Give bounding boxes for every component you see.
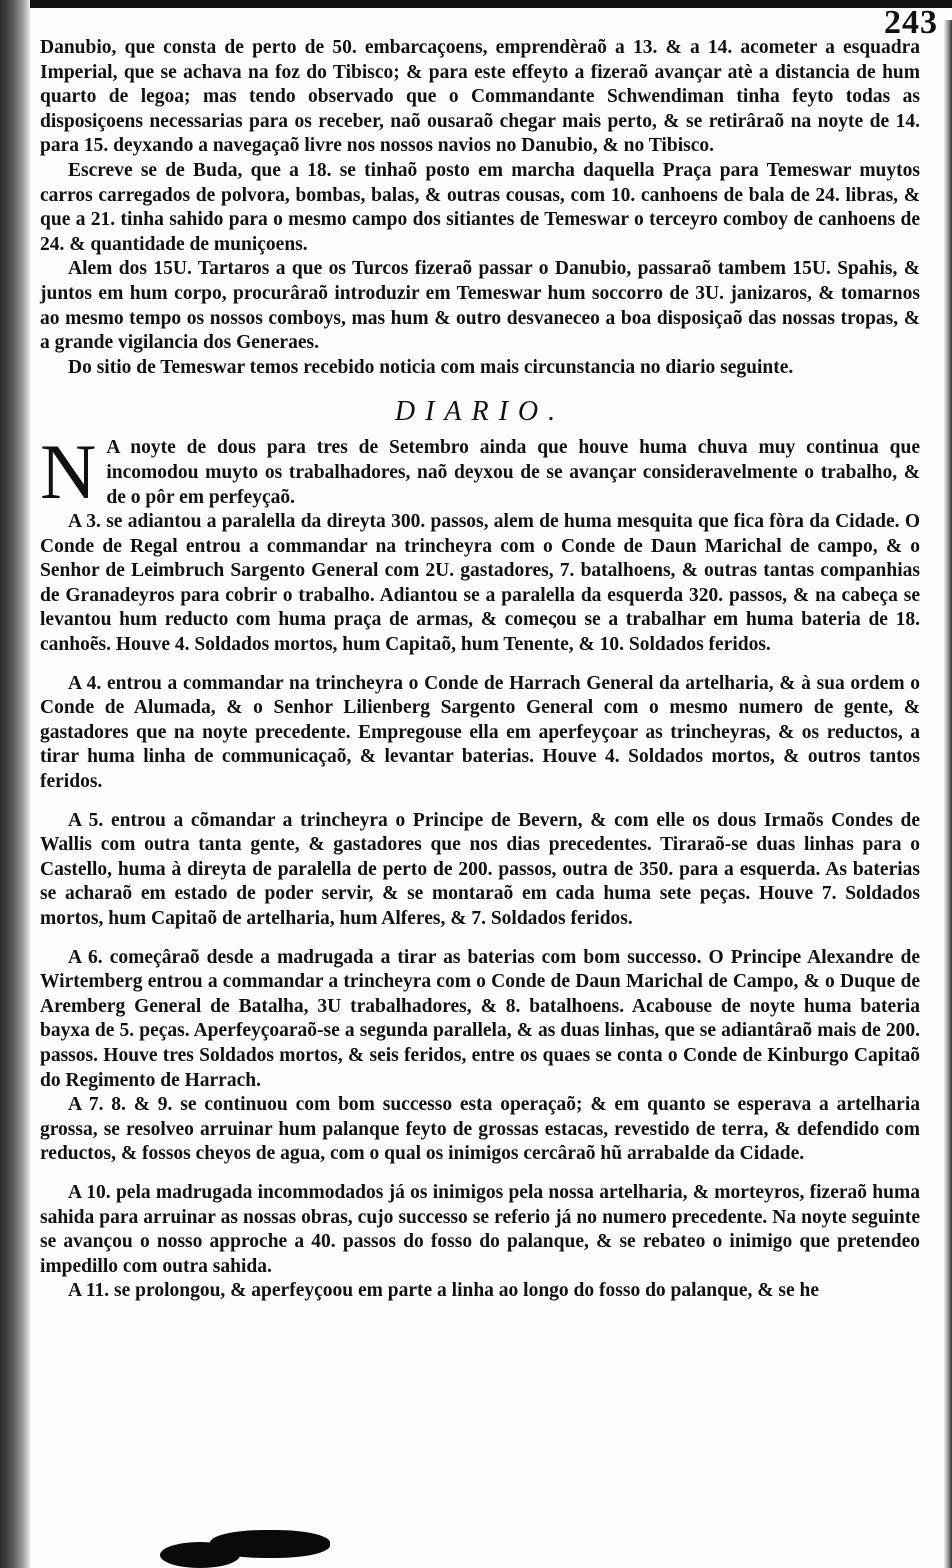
paragraph-day-11: A 11. se prolongou, & aperfeyçoou em parte a linha ao longo do fosso do palanque, & se he (68, 1280, 819, 1302)
paragraph-day-7-9: A 7. 8. & 9. se continuou com bom successo esta operaçaõ; & em quanto se esperava a artelharia grossa, se resolveo arruinar hum palanque feyto de grossas estacas, revestido de terra, & defendido com reductos, & fossos cheyos de agua, com o qual os inimigos cercâraõ hũ arrabalde da Cidade. (40, 1094, 920, 1165)
paragraph-diario-intro (40, 428, 920, 516)
paragraph-day-10: A 10. pela madrugada incommodados já os inimigos pela nossa artelharia, & morteyros, fizeraõ huma sahida para arruinar as nossas obras, cujo successo se referio já no numero precedente. Na noyte seguinte se avançou o nosso approche a 40. passos do fosso do palanque, & se rebateo o inimigo que pretendeo impedillo com outra sahida. (40, 1181, 920, 1277)
paragraph-day-6: A 6. começâraõ desde a madrugada a tirar as baterias com bom successo. O Principe Alexandre de Wirtemberg entrou a commandar a trincheyra com o Conde de Daun Marichal de Campo, & o Duque de Aremberg General de Batalha, 3U trabalhadores, & 8. batalhoens. Acabouse de noyte huma bateria bayxa de 5. peças. Aperfeyçoaraõ-se a segunda parallela, & as duas linhas, que se adiantâraõ mais de 200. passos. Houve tres Soldados mortos, & seis feridos, entre os quaes se conta o Conde de Kinburgo Capitaõ do Regimento de Harrach. (40, 946, 920, 1091)
diario-heading: DIARIO. (394, 396, 566, 428)
drop-cap-letter: N (40, 428, 97, 516)
paragraph-day-5: A 5. entrou a cõmandar a trincheyra o Principe de Bevern, & com elle os dous Irmaõs Condes de Wallis com outra tanta gente, & gastadores que nos dias precedentes. Tiraraõ-se duas linhas para o Castello, huma à direyta de paralella de perto de 200. passos, outra de 350. para a esquerda. As baterias se acharaõ em estado de poder servir, & se montaraõ em cada huma sete peças. Houve 7. Soldados mortos, hum Capitaõ de artelharia, hum Alferes, & 7. Soldados feridos. (40, 809, 920, 929)
left-binding-shadow (0, 0, 30, 1568)
paragraph-day-3: A 3. se adiantou a paralella da direyta 300. passos, alem de huma mesquita que fica fòra da Cidade. O Conde de Regal entrou a commandar na trincheyra com o Conde de Daun Marichal de campo, & o Senhor de Leimbruch Sargento General com 2U. gastadores, 7. batalhoens, & outras tantas companhias de Granadeyros para cobrir o trabalho. Adiantou se a paralella da esquerda 320. passos, & na cabeça se levantou hum reducto com huma praça de armas, & comeςou se a trabalhar em huma bateria de 18. canhoẽs. Houve 4. Soldados mortos, hum Capitaõ, hum Tenente, & 10. Soldados feridos. (40, 511, 920, 656)
top-scan-shadow (30, 0, 952, 8)
paragraph-buda: Escreve se de Buda, que a 18. se tinhaõ posto em marcha daquella Praça para Temeswar muytos carros carregados de polvora, bombas, balas, & outras cousas, com 10. canhoens de bala de 24. libras, & que a 21. tinha sahido para o mesmo campo dos sitiantes de Temeswar o terceyro comboy de canhoens de 24. & quantidade de muniçoens. (40, 159, 920, 255)
paragraph-sitio: Do sitio de Temeswar temos recebido noticia com mais circunstancia no diario seguinte. (68, 356, 794, 378)
paragraph-tartaros: Alem dos 15U. Tartaros a que os Turcos fizeraõ passar o Danubio, passaraõ tambem 15U. Spahis, & juntos em hum corpo, procurâraõ introduzir em Temeswar hum soccorro de 3U. janizaros, & tomarnos ao mesmo tempo os nossos comboys, mas hum & outro desvaneceo a boa disposiçaõ das nossas tropas, & a grande vigilancia dos Generaes. (40, 258, 920, 354)
diario-intro-text: A noyte de dous para tres de Setembro ainda que houve huma chuva muy continua que incomodou muyto os trabalhadores, naõ deyxou de se avançar consideravelmente o trabalho, & de o pôr em perfeyçaõ. (106, 437, 920, 508)
page-text (40, 36, 920, 1304)
ink-smudge (210, 1530, 330, 1558)
page-number: 243 (884, 4, 938, 41)
paragraph-danubio: Danubio, que consta de perto de 50. embarcaçoens, emprendèraõ a 13. & a 14. acometer a esquadra Imperial, que se achava na foz do Tibisco; & para este effeyto a fizeraõ avançar atè a distancia de hum quarto de legoa; mas tendo observado que o Commandante Schwendiman tinha feyto todas as disposiçoens necessarias para os receber, naõ ousaraõ chegar mais perto, & se retirâraõ na noyte de 14. para 15. deyxando a navegaçaõ livre nos nossos navios no Danubio, & no Tibisco. (40, 37, 920, 157)
paragraph-day-4: A 4. entrou a commandar na trincheyra o Conde de Harrach General da artelharia, & à sua ordem o Conde de Alumada, & o Senhor Lilienberg Sargento General com o mesmo numero de gente, & gastadores que na noyte precedente. Empregouse ella em aperfeyçoar as trincheyras, & os reductos, a tirar huma linha de communicaçaõ, & levantar baterias. Houve 4. Soldados mortos, & outros tantos feridos. (40, 672, 920, 793)
right-scan-shadow (944, 20, 952, 1568)
